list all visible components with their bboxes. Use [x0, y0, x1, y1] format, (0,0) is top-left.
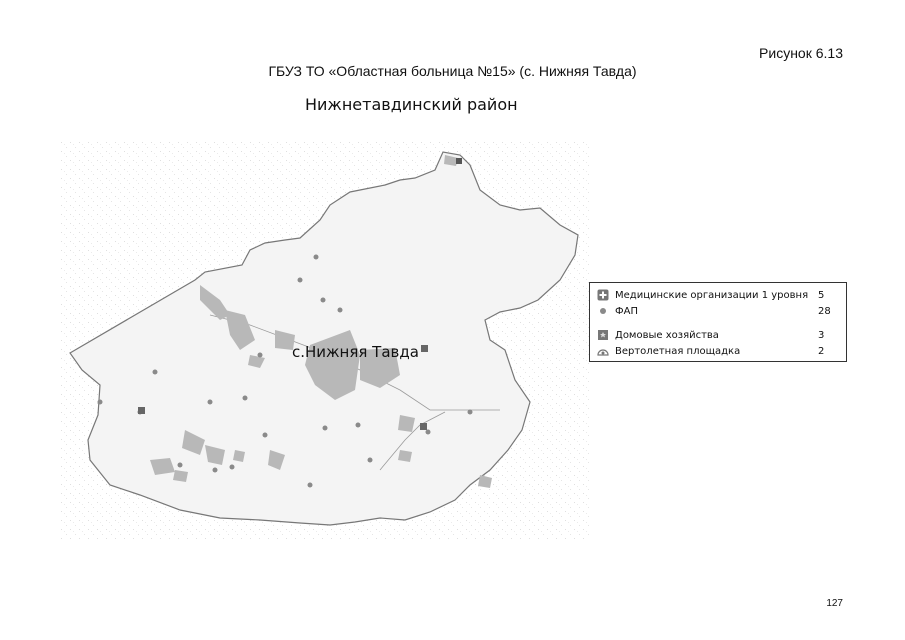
fap-marker [468, 410, 473, 415]
legend-count: 5 [818, 289, 825, 301]
fap-marker [308, 483, 313, 488]
fap-marker [213, 468, 218, 473]
fap-marker [426, 430, 431, 435]
fap-marker [338, 308, 343, 313]
settlement-area [173, 470, 188, 482]
figure-label: Рисунок 6.13 [759, 45, 843, 61]
medical-organization-icon [596, 289, 610, 301]
household-markers [456, 158, 462, 164]
medical-organization-marker [421, 345, 428, 352]
fap-marker [321, 298, 326, 303]
document-title: ГБУЗ ТО «Областная больница №15» (с. Нижняя Тавда) [268, 63, 637, 79]
settlement-area [398, 415, 415, 432]
fap-marker [258, 353, 263, 358]
legend-label: ФАП [615, 305, 638, 317]
fap-marker [153, 370, 158, 375]
fap-marker [178, 463, 183, 468]
legend-label: Медицинские организации 1 уровня [615, 289, 809, 301]
fap-marker [356, 423, 361, 428]
fap-marker [323, 426, 328, 431]
fap-marker [368, 458, 373, 463]
district-map [60, 140, 590, 540]
map-center-label: с.Нижняя Тавда [292, 343, 419, 361]
fap-marker [243, 396, 248, 401]
legend-label: Вертолетная площадка [615, 345, 741, 357]
fap-marker [298, 278, 303, 283]
legend-item [596, 305, 840, 317]
legend-count: 3 [818, 329, 825, 341]
legend-label: Домовые хозяйства [615, 329, 719, 341]
legend-item [596, 289, 840, 301]
settlement-area [233, 450, 245, 462]
fap-marker [263, 433, 268, 438]
district-name: Нижнетавдинский район [305, 95, 518, 114]
legend-item [596, 345, 840, 357]
medical-organization-marker [420, 423, 427, 430]
legend-item [596, 329, 840, 341]
fap-marker [208, 400, 213, 405]
legend-count: 2 [818, 345, 825, 357]
fap-marker [314, 255, 319, 260]
settlement-area [398, 450, 412, 462]
fap-marker [230, 465, 235, 470]
page-number: 127 [826, 598, 843, 609]
medical-organization-marker [138, 407, 145, 414]
fap-icon [596, 305, 610, 317]
helipad-icon [596, 345, 610, 357]
map-legend [589, 282, 847, 362]
household-icon [596, 329, 610, 341]
household-marker [456, 158, 462, 164]
legend-count: 28 [818, 305, 831, 317]
fap-marker [98, 400, 103, 405]
